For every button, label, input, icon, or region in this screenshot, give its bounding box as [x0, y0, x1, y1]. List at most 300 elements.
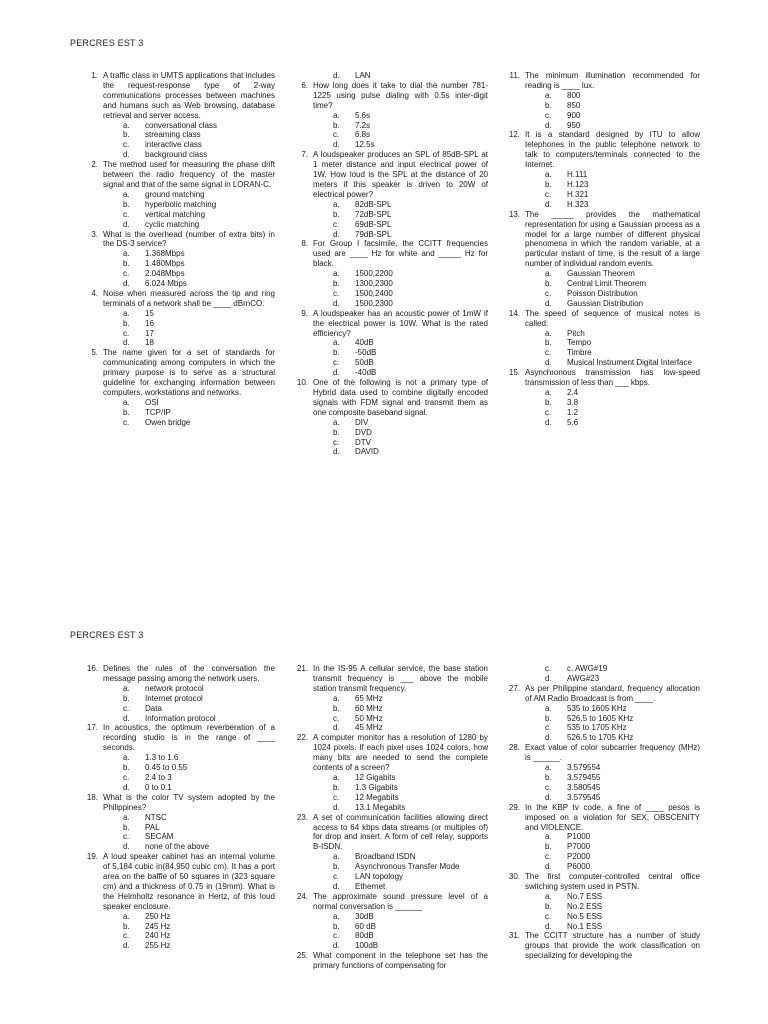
option-letter: d.: [545, 673, 552, 683]
option-text: DAVID: [355, 447, 379, 457]
option-letter: a.: [333, 417, 340, 427]
answer-option: [123, 773, 275, 783]
answer-option: [123, 338, 275, 348]
answer-option: [545, 674, 700, 684]
answer-option: [333, 418, 488, 428]
option-letter: b.: [333, 703, 340, 713]
option-text: 1.2: [567, 407, 579, 417]
option-text: Data: [145, 703, 162, 713]
option-text: streaming class: [145, 130, 201, 140]
question: [84, 160, 275, 229]
option-text: Central Limit Theorem: [567, 279, 646, 289]
option-letter: c.: [333, 931, 340, 941]
option-text: network protocol: [145, 683, 204, 693]
option-text: Information protocol: [145, 713, 216, 723]
question: [292, 309, 488, 378]
option-letter: d.: [545, 733, 552, 743]
answer-option: [123, 694, 275, 704]
question: [292, 733, 488, 812]
option-letter: a.: [545, 170, 552, 180]
option-letter: b.: [333, 862, 340, 872]
option-letter: c.: [545, 664, 552, 673]
option-text: 6.024 Mbps: [145, 279, 187, 289]
answer-option: [123, 121, 275, 131]
question-text: The CCITT structure has a number of study groups that provide the work classification on specializing for developing the: [525, 931, 700, 961]
option-letter: d.: [123, 941, 130, 951]
answer-option: [545, 269, 700, 279]
question: [504, 872, 700, 931]
answer-options: [313, 852, 488, 892]
question: [504, 931, 700, 961]
question-number: 13.: [508, 209, 520, 219]
answer-option: [333, 723, 488, 733]
question-number: 15.: [508, 368, 520, 378]
option-text: c. AWG#19: [567, 664, 608, 673]
question-text: A loudspeaker has an acoustic power of 1mW if the electrical power is 10W. What is the rated efficiency?: [313, 308, 488, 338]
answer-option: [333, 200, 488, 210]
option-text: No.2 ESS: [567, 901, 603, 911]
option-text: 82dB-SPL: [355, 199, 392, 209]
option-text: H.323: [567, 199, 589, 209]
option-letter: c.: [545, 348, 552, 358]
question: [84, 664, 275, 723]
option-letter: c.: [545, 852, 552, 862]
question: [504, 309, 700, 368]
question-number: 9.: [301, 308, 308, 318]
option-text: Gaussian Distribution: [567, 298, 644, 308]
answer-option: [123, 408, 275, 418]
option-text: Asynchronous Transfer Mode: [355, 862, 460, 872]
question-text: As per Philippine standard, frequency allocation of AM Radio Broadcast is from ____.: [525, 683, 700, 703]
option-text: none of the above: [145, 842, 210, 852]
question-text: A computer monitor has a resolution of 1280 by 1024 pixels. If each pixel uses 1024 colors, how many bits are needed to send the complete contents of a screen?: [313, 733, 488, 773]
option-letter: c.: [333, 130, 340, 140]
question-number: 5.: [91, 348, 98, 358]
option-text: P6000: [567, 862, 591, 872]
question-number: 31.: [508, 931, 520, 941]
answer-option: [333, 438, 488, 448]
option-letter: b.: [123, 921, 130, 931]
option-letter: c.: [545, 723, 552, 733]
option-text: 12 Gigabits: [355, 772, 396, 782]
question-number: 22.: [296, 733, 308, 743]
option-text: background class: [145, 150, 208, 160]
option-text: 40dB: [355, 338, 374, 348]
option-text: 12 Megabits: [355, 792, 399, 802]
answer-option: [333, 922, 488, 932]
option-text: No.1 ESS: [567, 921, 603, 931]
answer-option: [123, 329, 275, 339]
option-text: LAN topology: [355, 872, 404, 882]
option-letter: b.: [545, 279, 552, 289]
option-letter: d.: [333, 140, 340, 150]
answer-option: [333, 862, 488, 872]
option-letter: d.: [545, 120, 552, 130]
option-letter: c.: [545, 288, 552, 298]
question-text: In acoustics, the optimum reverberation of a recording studio is in the range of ____ seconds.: [103, 723, 275, 753]
answer-option: [123, 931, 275, 941]
answer-options: [525, 832, 700, 872]
option-letter: c.: [333, 288, 340, 298]
question: [84, 348, 275, 427]
option-text: DTV: [355, 437, 371, 447]
question-text: One of the following is not a primary type of Hybrid data used to combine digitally encoded signals with FDM signal and transmit them as one composite baseband signal.: [313, 378, 488, 417]
option-letter: a.: [545, 269, 552, 279]
option-text: 2.4 to 3: [145, 772, 172, 782]
answer-option: [545, 842, 700, 852]
answer-options: [313, 200, 488, 240]
answer-option: [545, 832, 700, 842]
option-letter: b.: [333, 348, 340, 358]
answer-option: [333, 140, 488, 150]
answer-option: [333, 773, 488, 783]
option-text: 60 dB: [355, 921, 376, 931]
question: [504, 210, 700, 309]
answer-option: [123, 190, 275, 200]
question-number: 8.: [301, 239, 308, 249]
answer-option: [123, 684, 275, 694]
answer-option: [545, 733, 700, 743]
answer-option: [545, 358, 700, 368]
answer-option: [333, 704, 488, 714]
question: [504, 664, 700, 684]
answer-option: [123, 823, 275, 833]
option-text: 12.5s: [355, 140, 375, 150]
option-text: 65 MHz: [355, 693, 383, 703]
option-letter: b.: [123, 822, 130, 832]
option-letter: d.: [333, 941, 340, 951]
question-text: The first computer-controlled central office switching system used in PSTN.: [525, 872, 700, 891]
answer-option: [333, 852, 488, 862]
answer-option: [545, 348, 700, 358]
answer-option: [123, 714, 275, 724]
answer-option: [123, 783, 275, 793]
option-text: hyperbolic matching: [145, 199, 217, 209]
answer-option: [123, 398, 275, 408]
answer-option: [545, 121, 700, 131]
option-letter: d.: [123, 338, 130, 348]
option-text: SECAM: [145, 832, 174, 842]
answer-option: [545, 704, 700, 714]
option-letter: a.: [123, 753, 130, 763]
option-letter: a.: [123, 308, 130, 318]
answer-option: [333, 931, 488, 941]
option-text: 45 MHz: [355, 723, 383, 733]
question-number: 4.: [91, 288, 98, 298]
answer-options: [313, 338, 488, 378]
option-text: 255 Hz: [145, 941, 171, 951]
option-letter: d.: [123, 219, 130, 229]
option-text: P2000: [567, 852, 591, 862]
answer-options: [525, 664, 700, 684]
option-text: No.5 ESS: [567, 911, 603, 921]
question-number: 12.: [508, 130, 520, 140]
option-text: 535 to 1605 KHz: [567, 703, 627, 713]
answer-option: [545, 902, 700, 912]
question: [504, 684, 700, 743]
answer-option: [123, 763, 275, 773]
answer-option: [123, 150, 275, 160]
answer-option: [333, 872, 488, 882]
option-text: 3.579545: [567, 792, 601, 802]
question: [84, 230, 275, 289]
answer-options: [313, 418, 488, 458]
option-text: 526.5 to 1705 KHz: [567, 733, 634, 743]
answer-options: [313, 269, 488, 309]
option-text: 18: [145, 338, 154, 348]
question-text: The speed of sequence of musical notes is called:: [525, 308, 700, 328]
option-letter: b.: [333, 427, 340, 437]
option-letter: c.: [333, 358, 340, 368]
page-header: PERCRES EST 3: [70, 630, 144, 640]
option-text: Musical Instrument Digital Interface: [567, 358, 692, 368]
answer-option: [545, 773, 700, 783]
answer-option: [333, 220, 488, 230]
option-text: OSI: [145, 397, 159, 407]
question-number: 19.: [86, 852, 98, 862]
answer-option: [123, 922, 275, 932]
question: [292, 951, 488, 971]
question-number: 6.: [301, 80, 308, 90]
question-number: 17.: [86, 723, 98, 733]
answer-options: [103, 309, 275, 349]
answer-option: [545, 912, 700, 922]
option-letter: a.: [333, 338, 340, 348]
answer-option: [545, 299, 700, 309]
question: [504, 368, 700, 427]
question: [504, 743, 700, 802]
option-text: 69dB-SPL: [355, 219, 392, 229]
answer-option: [545, 180, 700, 190]
option-text: 79dB-SPL: [355, 229, 392, 239]
option-text: interactive class: [145, 140, 202, 150]
question-text: Asynchronous transmission has low-speed transmission of less than ___ kbps.: [525, 368, 700, 388]
option-letter: a.: [333, 772, 340, 782]
option-letter: b.: [123, 259, 130, 269]
question: [292, 892, 488, 951]
option-letter: c.: [123, 328, 130, 338]
answer-option: [545, 862, 700, 872]
option-letter: d.: [123, 842, 130, 852]
option-letter: d.: [333, 368, 340, 378]
option-text: P1000: [567, 832, 591, 842]
question: [504, 130, 700, 209]
answer-options: [103, 684, 275, 724]
option-letter: a.: [333, 911, 340, 921]
question-text: A traffic class in UMTS applications that includes the request-response type of 2-way communications processes between machines and humans such as Web browsing, database retrieval and server access.: [103, 71, 275, 120]
question-number: [292, 71, 313, 81]
answer-option: [333, 358, 488, 368]
option-text: 5.6: [567, 417, 579, 427]
option-letter: a.: [333, 852, 340, 862]
option-text: 1500,2300: [355, 298, 393, 308]
page-header: PERCRES EST 3: [70, 38, 144, 48]
question-number: 18.: [86, 792, 98, 802]
option-letter: c.: [333, 713, 340, 723]
question: [292, 150, 488, 239]
answer-option: [333, 230, 488, 240]
option-text: 0 to 0.1: [145, 782, 172, 792]
column-5: [292, 664, 488, 971]
option-text: Broadband ISDN: [355, 852, 416, 862]
answer-option: [123, 941, 275, 951]
answer-option: [333, 299, 488, 309]
question-text: In the KBP tv code, a fine of ____ pesos is imposed on a violation for SEX, OBSCENITY and VIOLENCE.: [525, 802, 700, 832]
answer-option: [333, 279, 488, 289]
option-letter: a.: [333, 693, 340, 703]
column-4: [84, 664, 275, 951]
answer-options: [313, 71, 488, 81]
option-letter: c.: [545, 407, 552, 417]
option-letter: b.: [545, 842, 552, 852]
question-number: 1.: [91, 71, 98, 80]
option-text: 50dB: [355, 358, 374, 368]
option-letter: c.: [123, 417, 130, 427]
option-text: H.321: [567, 189, 589, 199]
question-number: [504, 664, 525, 684]
question-number: 29.: [508, 802, 520, 812]
option-letter: d.: [123, 782, 130, 792]
question: [84, 793, 275, 852]
option-letter: b.: [123, 130, 130, 140]
answer-option: [333, 803, 488, 813]
answer-option: [333, 338, 488, 348]
option-text: 100dB: [355, 941, 379, 951]
answer-option: [123, 140, 275, 150]
question-number: 24.: [296, 891, 308, 901]
option-text: 80dB: [355, 931, 374, 941]
answer-options: [525, 91, 700, 131]
answer-options: [525, 269, 700, 309]
answer-option: [123, 753, 275, 763]
option-text: 13.1 Megabits: [355, 802, 406, 812]
answer-options: [525, 704, 700, 744]
answer-option: [333, 130, 488, 140]
question-number: 11.: [509, 71, 520, 80]
option-text: 1.3 to 1.6: [145, 753, 179, 763]
option-letter: a.: [545, 90, 552, 100]
question-text: Defines the rules of the conversation the message passing among the network users.: [103, 664, 275, 683]
option-text: 60 MHz: [355, 703, 383, 713]
option-text: 535 to 1705 KHz: [567, 723, 627, 733]
option-letter: a.: [123, 249, 130, 259]
answer-option: [545, 279, 700, 289]
option-letter: d.: [333, 447, 340, 457]
answer-option: [123, 249, 275, 259]
answer-option: [545, 200, 700, 210]
option-text: vertical matching: [145, 209, 206, 219]
option-text: 3.579554: [567, 763, 601, 773]
answer-option: [545, 852, 700, 862]
option-letter: d.: [545, 792, 552, 802]
answer-option: [545, 922, 700, 932]
answer-options: [103, 249, 275, 289]
option-letter: a.: [545, 388, 552, 397]
option-letter: d.: [333, 802, 340, 812]
question-text: Noise when measured across the tip and ring terminals of a network shall be ____ dBrnCO.: [103, 288, 275, 308]
answer-option: [545, 714, 700, 724]
option-letter: c.: [333, 219, 340, 229]
option-letter: d.: [333, 229, 340, 239]
option-letter: b.: [333, 921, 340, 931]
question: [84, 852, 275, 951]
question: [84, 723, 275, 792]
question-number: 28.: [508, 743, 520, 753]
answer-option: [545, 190, 700, 200]
question-text: The name given for a set of standards for communicating among computers in which the primary purpose is to serve as a structural guideline for exchanging information between computers, workstations and networks.: [103, 348, 275, 397]
answer-option: [333, 348, 488, 358]
option-letter: c.: [545, 911, 552, 921]
answer-option: [545, 723, 700, 733]
answer-option: [545, 289, 700, 299]
answer-option: [545, 101, 700, 111]
option-letter: a.: [123, 683, 130, 693]
question-text: The approximate sound pressure level of a normal conversation is ______: [313, 891, 488, 911]
option-text: P7000: [567, 842, 591, 852]
option-text: 900: [567, 110, 581, 120]
option-text: 3.8: [567, 397, 579, 407]
option-text: 250 Hz: [145, 911, 171, 921]
option-text: 6.8s: [355, 130, 371, 140]
option-letter: d.: [545, 358, 552, 368]
option-text: 2.048Mbps: [145, 269, 185, 279]
question-text: What is the overhead (number of extra bits) in the DS-3 service?: [103, 229, 275, 249]
option-letter: d.: [333, 71, 340, 80]
answer-option: [333, 783, 488, 793]
answer-option: [545, 892, 700, 902]
option-text: 50 MHz: [355, 713, 383, 723]
option-text: 3.580545: [567, 782, 601, 792]
option-text: 850: [567, 100, 581, 110]
option-text: LAN: [355, 71, 371, 80]
option-letter: b.: [545, 338, 552, 348]
option-letter: c.: [333, 792, 340, 802]
answer-option: [545, 664, 700, 674]
answer-options: [103, 398, 275, 428]
option-text: Pitch: [567, 328, 585, 338]
answer-option: [333, 714, 488, 724]
question-text: What is the color TV system adopted by the Philippines?: [103, 792, 275, 812]
option-text: Internet protocol: [145, 693, 203, 703]
question-number: 2.: [91, 160, 98, 170]
option-text: -40dB: [355, 368, 377, 378]
option-letter: a.: [123, 812, 130, 822]
option-text: Tempo: [567, 338, 592, 348]
option-letter: a.: [123, 120, 130, 130]
answer-options: [525, 892, 700, 932]
option-letter: d.: [333, 723, 340, 733]
option-letter: d.: [123, 150, 130, 160]
answer-option: [545, 408, 700, 418]
option-text: -50dB: [355, 348, 377, 358]
option-letter: a.: [123, 189, 130, 199]
option-text: conversational class: [145, 120, 218, 130]
option-letter: c.: [123, 772, 130, 782]
option-letter: c.: [333, 872, 340, 882]
option-letter: b.: [545, 772, 552, 782]
option-text: 7.2s: [355, 120, 371, 130]
column-2: [292, 71, 488, 457]
option-letter: c.: [545, 189, 552, 199]
question-number: 27.: [508, 683, 520, 693]
answer-option: [333, 447, 488, 457]
option-text: 526.5 to 1605 KHz: [567, 713, 634, 723]
option-letter: c.: [123, 269, 130, 279]
option-letter: a.: [545, 891, 552, 901]
option-letter: b.: [123, 407, 130, 417]
answer-option: [545, 111, 700, 121]
option-text: 0.45 to 0.55: [145, 763, 188, 773]
